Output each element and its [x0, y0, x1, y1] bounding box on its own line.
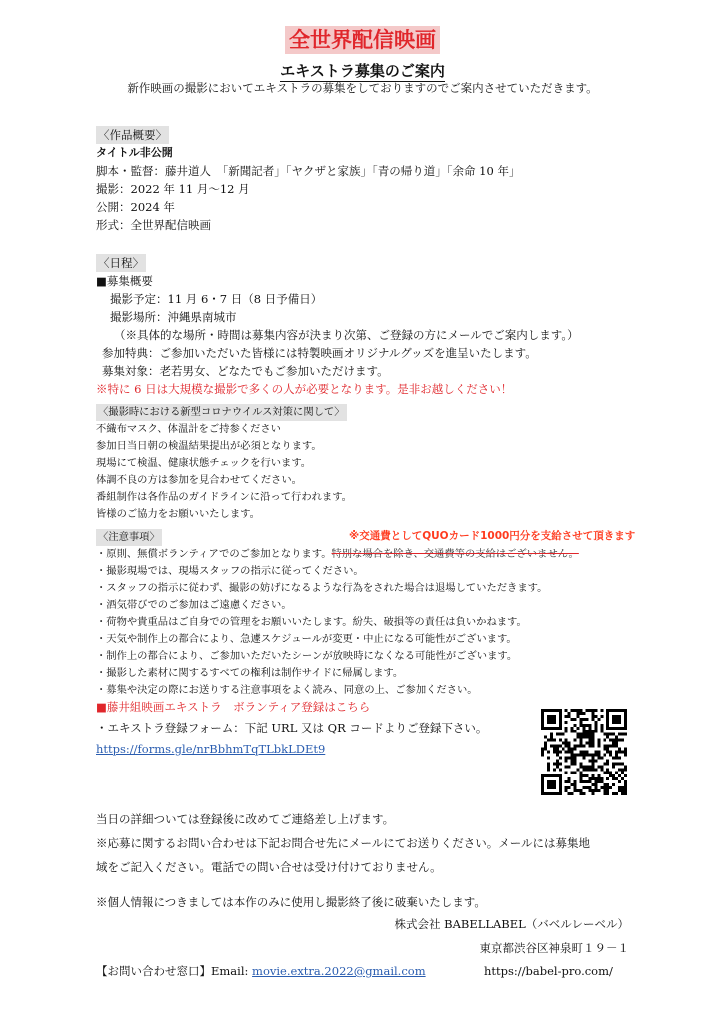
covid-line: 皆様のご協力をお願いいたします。 [96, 508, 260, 520]
overview-title-line: タイトル非公開 [96, 146, 173, 159]
notes-line: ・天気や制作上の都合により、急遽スケジュールが変更・中止になる可能性がございます。 [96, 633, 517, 645]
contact-email-link[interactable]: movie.extra.2022@gmail.com [252, 964, 426, 978]
notes-heading: 〈注意事項〉 [96, 529, 162, 546]
schedule-section [96, 254, 579, 398]
notes-line: ・撮影した素材に関するすべての権利は制作サイドに帰属します。 [96, 667, 404, 679]
notes-line: ・スタッフの指示に従わず、撮影の妨げになるような行為をされた場合は退場していただきます。 [96, 582, 548, 594]
notes-line: ・制作上の都合により、ご参加いただいたシーンが放映時になくなる可能性がございます。 [96, 650, 518, 662]
page-subtitle-wrap [0, 60, 725, 81]
page-subtitle: エキストラ募集のご案内 [280, 62, 445, 80]
overview-section [96, 126, 520, 234]
transport-overlay-note: ※交通費としてQUOカード1000円分を支給させて頂きます [349, 530, 636, 542]
overview-line: 形式：全世界配信映画 [96, 218, 211, 232]
footer-line: ※応募に関するお問い合わせは下記お問合せ先にメールにてお送りください。メールには募集地 [96, 836, 591, 850]
notes-line: ・募集や決定の際にお送りする注意事項をよく読み、同意の上、ご参加ください。 [96, 684, 478, 696]
website-link[interactable]: https://babel-pro.com/ [484, 964, 613, 978]
overview-heading: 〈作品概要〉 [98, 128, 167, 142]
notes-line: ・荷物や貴重品はご自身での管理をお願いいたします。紛失、破損等の責任は負いかねます。 [96, 616, 527, 628]
qr-code-image[interactable] [541, 709, 627, 795]
footer-line: 当日の詳細ついては登録後に改めてご連絡差し上げます。 [96, 812, 395, 826]
privacy-note: ※個人情報につきましては本作のみに使用し撮影終了後に破棄いたします。 [96, 895, 486, 909]
covid-line: 不織布マスク、体温計をご持参ください [96, 423, 281, 435]
overview-line: 撮影：2022 年 11 月〜12 月 [96, 182, 250, 196]
overview-line: 公開：2024 年 [96, 200, 175, 214]
schedule-subheading: ■募集概要 [96, 274, 153, 288]
registration-url-link[interactable]: https://forms.gle/nrBbhmTqTLbkLDEt9 [96, 742, 326, 756]
covid-line: 番組制作は各作品のガイドラインに沿って行われます。 [96, 491, 352, 503]
contact-label: 【お問い合わせ窓口】Email: [96, 964, 253, 978]
covid-line: 体調不良の方は参加を見合わせてください。 [96, 474, 302, 486]
footer-line: 域をご記入ください。電話での問い合せは受け付けておりません。 [96, 860, 442, 874]
schedule-line: 参加特典：ご参加いただいた皆様には特製映画オリジナルグッズを進呈いたします。 [102, 346, 537, 360]
schedule-line: 撮影場所：沖縄県南城市 [110, 310, 237, 324]
schedule-heading: 〈日程〉 [98, 256, 144, 270]
schedule-line: 撮影予定：11 月 6・7 日（8 日予備日） [110, 292, 323, 306]
notes-line: ・酒気帯びでのご参加はご遠慮ください。 [96, 599, 292, 611]
covid-line: 参加日当日朝の検温結果提出が必須となります。 [96, 440, 322, 452]
covid-heading: 〈撮影時における新型コロナウイルス対策に関して〉 [96, 404, 347, 421]
contact-line [96, 962, 426, 980]
schedule-note: ※特に 6 日は大規模な撮影で多くの人が必要となります。是非お越しください！ [96, 382, 513, 396]
notes-first-line: ・原則、無償ボランティアでのご参加となります。 [96, 548, 332, 560]
registration-heading: ■藤井組映画エキストラ ボランティア登録はこちら [96, 700, 371, 714]
registration-form-line: ・エキストラ登録フォーム：下記 URL 又は QR コードよりご登録下さい。 [96, 721, 488, 735]
overview-line: 脚本・監督：藤井道人 「新聞記者」「ヤクザと家族」「青の帰り道」「余命 10 年」 [96, 164, 521, 178]
intro-text: 新作映画の撮影においてエキストラの募集をしておりますのでご案内させていただきます。 [127, 81, 598, 95]
company-name: 株式会社 BABELLABEL（バベルレーベル） [394, 917, 629, 931]
footer-notes [96, 807, 590, 879]
covid-line: 現場にて検温、健康状態チェックを行います。 [96, 457, 312, 469]
notes-struck-text: 特別な場合を除き、交通費等の支給はございません。 [331, 548, 579, 560]
page-title: 全世界配信映画 [285, 26, 440, 54]
company-address: 東京都渋谷区神泉町１９－１ [479, 941, 629, 955]
covid-section [96, 404, 352, 523]
notes-section [96, 529, 579, 699]
schedule-line: 募集対象：老若男女、どなたでもご参加いただけます。 [102, 364, 389, 378]
registration-section [96, 697, 487, 760]
schedule-line: （※具体的な場所・時間は募集内容が決まり次第、ご登録の方にメールでご案内します。） [114, 328, 579, 342]
page-title-wrap [0, 26, 725, 54]
notes-line: ・撮影現場では、現場スタッフの指示に従ってください。 [96, 565, 364, 577]
